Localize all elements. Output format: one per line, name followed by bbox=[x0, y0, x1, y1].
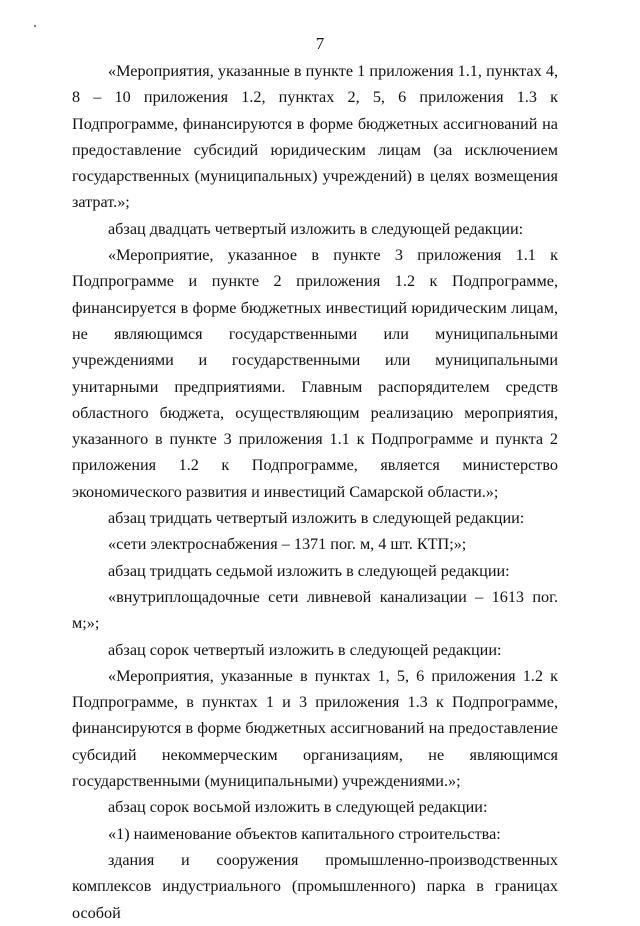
paragraph-instruction-48: абзац сорок восьмой изложить в следующей редакции: bbox=[108, 798, 488, 817]
paragraph-quote-subsidies-nonprofits: «Мероприятия, указанные в пунктах 1, 5, 6 приложения 1.2 к Подпрограмме, в пунктах 1 и 3 приложения 1.3 к Подпрограмме, финансируются в форме бюджетных ассигнований на предоставление субсидий некоммерческим организациям, не являющимся государственными (муниципальными) учреждениями.»; bbox=[72, 666, 558, 791]
paragraph-quote-budget-investments: «Мероприятие, указанное в пункте 3 приложения 1.1 к Подпрограмме и пункте 2 приложения 1.2 к Подпрограмме, финансируется в форме бюджетных инвестиций юридическим лицам, не являющимся государственными или муниципальными учреждениями и государственными или муниципальными унитарными предприятиями. Главным распорядителем средств областного бюджета, осуществляющим реализацию мероприятия, указанного в пункте 3 приложения 1.1 к Подпрограмме и пункта 2 приложения 1.2 к Подпрограмме, является министерство экономического развития и инвестиций Самарской области.»; bbox=[72, 246, 558, 501]
paragraph-quote-storm-sewer: «внутриплощадочные сети ливневой канализации – 1613 пог. м;»; bbox=[72, 587, 558, 633]
page-number: 7 bbox=[315, 34, 325, 53]
paragraph-quote-subsidies-legal-entities: «Мероприятия, указанные в пункте 1 приложения 1.1, пунктах 4, 8 – 10 приложения 1.2, пунктах 2, 5, 6 приложения 1.3 к Подпрограмме, финансируются в форме бюджетных ассигнований на предоставление субсидий юридическим лицам (за исключением государственных (муниципальных) учреждений) в целях возмещения затрат.»; bbox=[72, 62, 558, 212]
paragraph-instruction-44: абзац сорок четвертый изложить в следующей редакции: bbox=[108, 640, 502, 659]
paragraph-instruction-37: абзац тридцать седьмой изложить в следующей редакции: bbox=[108, 561, 510, 580]
paragraph-instruction-24: абзац двадцать четвертый изложить в следующей редакции: bbox=[108, 219, 524, 238]
document-body bbox=[72, 58, 558, 926]
scan-speck bbox=[34, 25, 36, 27]
paragraph-instruction-34: абзац тридцать четвертый изложить в следующей редакции: bbox=[108, 509, 525, 528]
paragraph-quote-objects-heading: «1) наименование объектов капитального строительства: bbox=[108, 824, 501, 843]
paragraph-objects-buildings: здания и сооружения промышленно-производственных комплексов индустриального (промышленного) парка в границах особой bbox=[72, 850, 558, 922]
paragraph-quote-power-networks: «сети электроснабжения – 1371 пог. м, 4 шт. КТП;»; bbox=[108, 535, 467, 554]
